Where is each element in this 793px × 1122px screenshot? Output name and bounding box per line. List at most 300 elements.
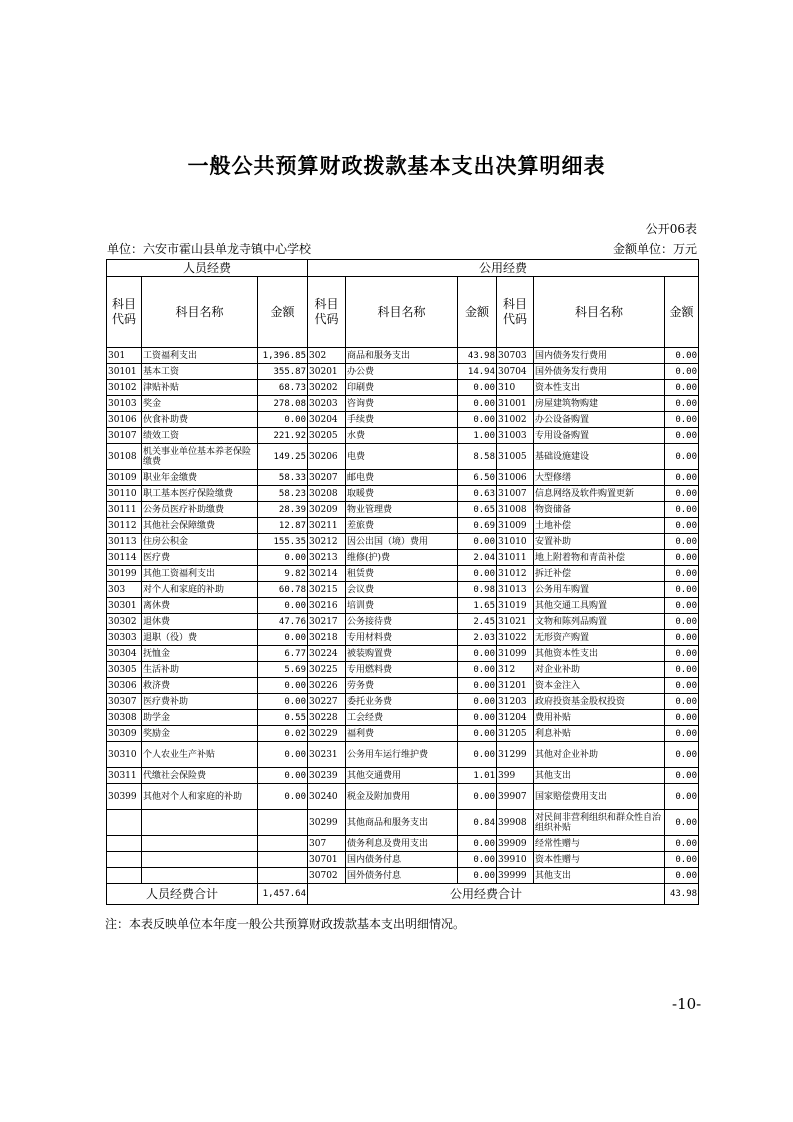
amount: 1.65	[458, 598, 497, 614]
amount: 0.00	[665, 444, 699, 470]
subject-name: 其他资本性支出	[534, 646, 665, 662]
subject-name: 物资储备	[534, 502, 665, 518]
header-name: 科目名称	[346, 277, 458, 348]
table-row	[107, 710, 699, 726]
subject-code: 31013	[497, 582, 534, 598]
subject-name: 其他交通费用	[346, 768, 458, 784]
amount: 0.00	[665, 646, 699, 662]
amount	[258, 852, 308, 868]
amount: 0.63	[458, 486, 497, 502]
table-row	[107, 852, 699, 868]
subject-name: 其他工资福利支出	[142, 566, 258, 582]
amount: 6.77	[258, 646, 308, 662]
subject-name: 费用补贴	[534, 710, 665, 726]
subject-name: 公务接待费	[346, 614, 458, 630]
amount: 0.00	[458, 662, 497, 678]
subject-code: 30113	[107, 534, 142, 550]
subject-name: 工会经费	[346, 710, 458, 726]
amount: 0.00	[665, 678, 699, 694]
subject-name: 劳务费	[346, 678, 458, 694]
subject-name: 福利费	[346, 726, 458, 742]
subject-code: 31005	[497, 444, 534, 470]
subject-code: 31204	[497, 710, 534, 726]
subject-name: 机关事业单位基本养老保险缴费	[142, 444, 258, 470]
subject-code: 30102	[107, 380, 142, 396]
amount: 28.39	[258, 502, 308, 518]
subject-name: 水费	[346, 428, 458, 444]
amount	[258, 836, 308, 852]
subject-name: 取暖费	[346, 486, 458, 502]
subject-name: 退休费	[142, 614, 258, 630]
amount: 149.25	[258, 444, 308, 470]
amount: 0.00	[665, 662, 699, 678]
amount	[258, 810, 308, 836]
subject-name: 离休费	[142, 598, 258, 614]
table-row	[107, 768, 699, 784]
table-row	[107, 630, 699, 646]
amount: 0.00	[665, 742, 699, 768]
amount: 0.00	[665, 598, 699, 614]
subject-code: 31203	[497, 694, 534, 710]
subject-name: 租赁费	[346, 566, 458, 582]
subject-name: 伙食补助费	[142, 412, 258, 428]
table-row	[107, 784, 699, 810]
amount	[258, 868, 308, 884]
amount: 0.00	[458, 694, 497, 710]
subject-code: 30213	[308, 550, 346, 566]
amount: 0.98	[458, 582, 497, 598]
subject-code: 30199	[107, 566, 142, 582]
amount: 0.00	[665, 852, 699, 868]
subject-name: 职工基本医疗保险缴费	[142, 486, 258, 502]
subject-name: 奖励金	[142, 726, 258, 742]
subject-code: 30302	[107, 614, 142, 630]
subject-code: 30216	[308, 598, 346, 614]
subject-code: 31201	[497, 678, 534, 694]
amount: 155.35	[258, 534, 308, 550]
subject-name: 办公设备购置	[534, 412, 665, 428]
subject-name: 个人农业生产补贴	[142, 742, 258, 768]
subject-name: 基本工资	[142, 364, 258, 380]
subject-name: 国内债务付息	[346, 852, 458, 868]
subject-name: 医疗费	[142, 550, 258, 566]
subject-code: 39908	[497, 810, 534, 836]
table-row	[107, 518, 699, 534]
table-row	[107, 678, 699, 694]
subject-code: 39999	[497, 868, 534, 884]
totals-row	[107, 884, 699, 905]
subject-code	[107, 836, 142, 852]
subject-code: 30308	[107, 710, 142, 726]
public-total-label: 公用经费合计	[308, 884, 665, 905]
table-row	[107, 428, 699, 444]
amount: 0.00	[458, 678, 497, 694]
amount: 0.00	[258, 412, 308, 428]
amount: 0.00	[665, 810, 699, 836]
public-total-amount: 43.98	[665, 884, 699, 905]
subject-code: 30310	[107, 742, 142, 768]
amount: 0.00	[665, 784, 699, 810]
amount: 0.00	[458, 852, 497, 868]
amount: 0.00	[458, 742, 497, 768]
amount: 0.00	[665, 582, 699, 598]
table-row	[107, 836, 699, 852]
subject-code	[107, 868, 142, 884]
amount: 5.69	[258, 662, 308, 678]
amount: 0.00	[258, 598, 308, 614]
table-row	[107, 868, 699, 884]
subject-code: 31002	[497, 412, 534, 428]
subject-name: 拆迁补偿	[534, 566, 665, 582]
subject-code: 399	[497, 768, 534, 784]
subject-code: 30205	[308, 428, 346, 444]
subject-code: 30307	[107, 694, 142, 710]
subject-code: 30305	[107, 662, 142, 678]
subject-name: 其他支出	[534, 768, 665, 784]
subject-name: 国外债务付息	[346, 868, 458, 884]
subject-name: 国外债务发行费用	[534, 364, 665, 380]
subject-name: 专用燃料费	[346, 662, 458, 678]
subject-code: 30211	[308, 518, 346, 534]
subject-code: 30299	[308, 810, 346, 836]
table-row	[107, 582, 699, 598]
personnel-total-label: 人员经费合计	[107, 884, 258, 905]
page-title: 一般公共预算财政拨款基本支出决算明细表	[187, 153, 606, 178]
subject-name: 债务利息及费用支出	[346, 836, 458, 852]
table-row	[107, 502, 699, 518]
amount: 6.50	[458, 470, 497, 486]
subject-name: 助学金	[142, 710, 258, 726]
subject-code: 30229	[308, 726, 346, 742]
header-amount: 金额	[665, 277, 699, 348]
subject-name: 差旅费	[346, 518, 458, 534]
amount: 0.00	[458, 710, 497, 726]
amount: 0.00	[458, 396, 497, 412]
subject-name: 资本性支出	[534, 380, 665, 396]
subject-code: 30311	[107, 768, 142, 784]
subject-name: 退职（役）费	[142, 630, 258, 646]
subject-name: 对企业补助	[534, 662, 665, 678]
subject-code: 30209	[308, 502, 346, 518]
subject-name: 利息补贴	[534, 726, 665, 742]
amount: 1,396.85	[258, 348, 308, 364]
amount: 0.00	[258, 678, 308, 694]
subject-code: 31001	[497, 396, 534, 412]
amount: 0.00	[665, 534, 699, 550]
subject-code: 30202	[308, 380, 346, 396]
amount: 0.00	[458, 534, 497, 550]
subject-code: 30239	[308, 768, 346, 784]
subject-code: 30399	[107, 784, 142, 810]
subject-name: 无形资产购置	[534, 630, 665, 646]
amount: 43.98	[458, 348, 497, 364]
subject-code: 30206	[308, 444, 346, 470]
subject-code: 31003	[497, 428, 534, 444]
subject-name: 物业管理费	[346, 502, 458, 518]
amount: 0.00	[665, 364, 699, 380]
amount: 14.94	[458, 364, 497, 380]
subject-code: 31299	[497, 742, 534, 768]
subject-code: 303	[107, 582, 142, 598]
subject-name	[142, 836, 258, 852]
table-row	[107, 810, 699, 836]
subject-code: 30225	[308, 662, 346, 678]
subject-code: 30212	[308, 534, 346, 550]
amount: 0.00	[665, 694, 699, 710]
table-row	[107, 742, 699, 768]
table-number: 公开06表	[645, 222, 697, 236]
amount: 0.00	[458, 868, 497, 884]
subject-code: 30201	[308, 364, 346, 380]
subject-name	[142, 868, 258, 884]
subject-name: 国家赔偿费用支出	[534, 784, 665, 810]
personnel-total-amount: 1,457.64	[258, 884, 308, 905]
subject-code: 30112	[107, 518, 142, 534]
subject-name: 公务用车运行维护费	[346, 742, 458, 768]
subject-name: 咨询费	[346, 396, 458, 412]
table-row	[107, 380, 699, 396]
amount: 0.84	[458, 810, 497, 836]
table-row	[107, 396, 699, 412]
subject-code: 30703	[497, 348, 534, 364]
amount: 0.00	[458, 380, 497, 396]
subject-name: 办公费	[346, 364, 458, 380]
subject-name: 奖金	[142, 396, 258, 412]
subject-code: 30306	[107, 678, 142, 694]
subject-name	[142, 810, 258, 836]
subject-code: 31012	[497, 566, 534, 582]
subject-code: 30103	[107, 396, 142, 412]
subject-code: 39909	[497, 836, 534, 852]
subject-name: 会议费	[346, 582, 458, 598]
subject-name: 邮电费	[346, 470, 458, 486]
amount: 355.87	[258, 364, 308, 380]
table-row	[107, 662, 699, 678]
table-row	[107, 486, 699, 502]
subject-name: 抚恤金	[142, 646, 258, 662]
subject-code: 30227	[308, 694, 346, 710]
subject-code: 30204	[308, 412, 346, 428]
subject-code: 30231	[308, 742, 346, 768]
amount: 0.00	[665, 868, 699, 884]
subject-code: 30304	[107, 646, 142, 662]
amount: 0.02	[258, 726, 308, 742]
amount: 0.00	[458, 646, 497, 662]
subject-code: 312	[497, 662, 534, 678]
header-amount: 金额	[458, 277, 497, 348]
unit-label: 单位：六安市霍山县单龙寺镇中心学校	[107, 242, 312, 256]
table-row	[107, 550, 699, 566]
subject-code: 30203	[308, 396, 346, 412]
subject-name: 委托业务费	[346, 694, 458, 710]
subject-code: 30226	[308, 678, 346, 694]
subject-code: 30704	[497, 364, 534, 380]
amount: 0.00	[665, 768, 699, 784]
amount: 0.00	[258, 694, 308, 710]
subject-name: 其他社会保障缴费	[142, 518, 258, 534]
amount: 47.76	[258, 614, 308, 630]
subject-code: 31099	[497, 646, 534, 662]
table-row	[107, 444, 699, 470]
amount: 2.45	[458, 614, 497, 630]
amount: 0.00	[665, 710, 699, 726]
subject-name: 公务员医疗补助缴费	[142, 502, 258, 518]
subject-name: 专用设备购置	[534, 428, 665, 444]
section-public: 公用经费	[308, 260, 699, 277]
subject-code: 30208	[308, 486, 346, 502]
subject-name: 医疗费补助	[142, 694, 258, 710]
subject-code: 30218	[308, 630, 346, 646]
subject-code: 39910	[497, 852, 534, 868]
subject-name: 专用材料费	[346, 630, 458, 646]
amount: 1.01	[458, 768, 497, 784]
subject-name: 文物和陈列品购置	[534, 614, 665, 630]
amount: 0.00	[258, 784, 308, 810]
subject-code: 30101	[107, 364, 142, 380]
subject-code: 31007	[497, 486, 534, 502]
table-row	[107, 412, 699, 428]
amount: 221.92	[258, 428, 308, 444]
subject-name: 生活补助	[142, 662, 258, 678]
amount: 0.69	[458, 518, 497, 534]
header-code: 科目 代码	[308, 277, 346, 348]
subject-code: 31010	[497, 534, 534, 550]
subject-name: 信息网络及软件购置更新	[534, 486, 665, 502]
amount: 0.00	[258, 630, 308, 646]
header-code: 科目 代码	[107, 277, 142, 348]
subject-code: 302	[308, 348, 346, 364]
subject-code: 30109	[107, 470, 142, 486]
subject-code: 30114	[107, 550, 142, 566]
subject-code: 30110	[107, 486, 142, 502]
subject-code: 31011	[497, 550, 534, 566]
subject-name: 对民间非营利组织和群众性自治组织补贴	[534, 810, 665, 836]
subject-code: 30228	[308, 710, 346, 726]
amount: 60.78	[258, 582, 308, 598]
subject-name: 经常性赠与	[534, 836, 665, 852]
table-row	[107, 566, 699, 582]
amount: 0.00	[665, 470, 699, 486]
subject-name: 印刷费	[346, 380, 458, 396]
table-row	[107, 598, 699, 614]
subject-name: 职业年金缴费	[142, 470, 258, 486]
subject-name	[142, 852, 258, 868]
subject-name: 国内债务发行费用	[534, 348, 665, 364]
section-personnel: 人员经费	[107, 260, 308, 277]
subject-name: 救济费	[142, 678, 258, 694]
footnote: 注：本表反映单位本年度一般公共预算财政拨款基本支出明细情况。	[105, 917, 466, 931]
subject-name: 手续费	[346, 412, 458, 428]
subject-name: 房屋建筑物购建	[534, 396, 665, 412]
amount: 0.00	[665, 412, 699, 428]
amount: 0.00	[665, 566, 699, 582]
subject-name: 津贴补贴	[142, 380, 258, 396]
subject-name: 土地补偿	[534, 518, 665, 534]
subject-name: 其他对企业补助	[534, 742, 665, 768]
amount: 0.00	[258, 550, 308, 566]
subject-code: 30108	[107, 444, 142, 470]
subject-code: 30303	[107, 630, 142, 646]
amount: 8.58	[458, 444, 497, 470]
amount: 1.00	[458, 428, 497, 444]
amount: 0.00	[665, 614, 699, 630]
section-header-row	[107, 260, 699, 277]
subject-code: 30702	[308, 868, 346, 884]
subject-name: 税金及附加费用	[346, 784, 458, 810]
subject-code: 31022	[497, 630, 534, 646]
amount: 0.00	[665, 550, 699, 566]
subject-name: 其他商品和服务支出	[346, 810, 458, 836]
subject-code: 30224	[308, 646, 346, 662]
subject-code: 31009	[497, 518, 534, 534]
subject-name: 对个人和家庭的补助	[142, 582, 258, 598]
subject-name: 其他交通工具购置	[534, 598, 665, 614]
subject-name: 工资福利支出	[142, 348, 258, 364]
subject-code	[107, 852, 142, 868]
amount: 68.73	[258, 380, 308, 396]
amount: 0.00	[665, 630, 699, 646]
table-row	[107, 614, 699, 630]
amount: 0.00	[665, 396, 699, 412]
amount: 0.00	[458, 412, 497, 428]
header-name: 科目名称	[142, 277, 258, 348]
amount: 0.00	[665, 428, 699, 444]
subject-code: 310	[497, 380, 534, 396]
subject-name: 地上附着物和青苗补偿	[534, 550, 665, 566]
column-header-row	[107, 277, 699, 348]
amount: 0.00	[665, 726, 699, 742]
amount: 0.65	[458, 502, 497, 518]
subject-code: 301	[107, 348, 142, 364]
amount: 0.55	[258, 710, 308, 726]
amount: 278.08	[258, 396, 308, 412]
subject-code: 30106	[107, 412, 142, 428]
subject-name: 其他对个人和家庭的补助	[142, 784, 258, 810]
table-row	[107, 646, 699, 662]
amount: 2.03	[458, 630, 497, 646]
subject-name: 大型修缮	[534, 470, 665, 486]
subject-code: 31006	[497, 470, 534, 486]
subject-name: 维修(护)费	[346, 550, 458, 566]
subject-code: 30701	[308, 852, 346, 868]
subject-code: 30207	[308, 470, 346, 486]
header-code: 科目 代码	[497, 277, 534, 348]
subject-code: 31008	[497, 502, 534, 518]
subject-code: 30240	[308, 784, 346, 810]
table-row	[107, 364, 699, 380]
amount: 0.00	[665, 380, 699, 396]
amount: 0.00	[458, 784, 497, 810]
subject-code: 30107	[107, 428, 142, 444]
subject-code: 31205	[497, 726, 534, 742]
amount: 58.23	[258, 486, 308, 502]
subject-code: 31019	[497, 598, 534, 614]
subject-code: 30215	[308, 582, 346, 598]
table-row	[107, 470, 699, 486]
subject-name: 绩效工资	[142, 428, 258, 444]
table-row	[107, 534, 699, 550]
subject-name: 基础设施建设	[534, 444, 665, 470]
amount: 0.00	[665, 502, 699, 518]
amount: 2.04	[458, 550, 497, 566]
subject-name: 资本性赠与	[534, 852, 665, 868]
subject-code: 30217	[308, 614, 346, 630]
subject-code: 30301	[107, 598, 142, 614]
subject-name: 代缴社会保险费	[142, 768, 258, 784]
header-amount: 金额	[258, 277, 308, 348]
subject-code: 30309	[107, 726, 142, 742]
subject-code: 307	[308, 836, 346, 852]
